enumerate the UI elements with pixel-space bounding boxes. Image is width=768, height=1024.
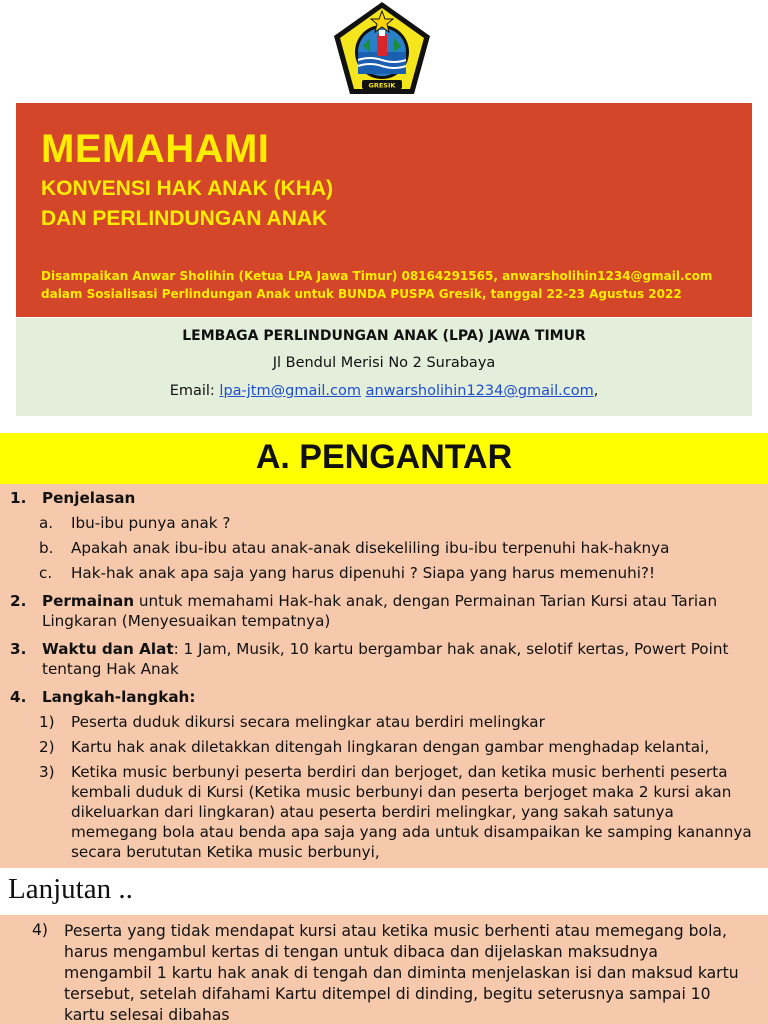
title-banner (16, 103, 752, 317)
sub-item-label: b. (39, 539, 54, 557)
organization-address: Jl Bendul Merisi No 2 Surabaya (272, 355, 496, 371)
presenter-line2: dalam Sosialisasi Perlindungan Anak untuk BUNDA PUSPA Gresik, tanggal 22-23 Agustus 2022 (41, 287, 682, 301)
sub-list-item (0, 538, 768, 558)
list-item (0, 687, 768, 707)
item-number: 4. (10, 688, 27, 706)
sub-item-label: 4) (32, 921, 49, 939)
list-item (0, 488, 768, 508)
section-title: A. PENGANTAR (255, 438, 513, 476)
sub-item-text: Peserta duduk dikursi secara melingkar atau berdiri melingkar (71, 713, 545, 731)
continuation-slide (0, 915, 768, 1024)
item-number: 3. (10, 640, 27, 658)
email-suffix: , (593, 383, 599, 399)
organization-email (16, 383, 752, 399)
pengantar-slide (0, 433, 768, 868)
item-number: 2. (10, 592, 27, 610)
item-heading: Langkah-langkah: (42, 688, 196, 706)
sub-item-text: Peserta yang tidak mendapat kursi atau ketika music berhenti atau memegang bola, harus mengambul kertas di tengan untuk dibaca dan dijelaskan maksudnya mengambil 1 kartu hak anak di tengah dan diminta menjelaskan isi dan maksud kartu tersebut, setelah difahami Kartu ditempel di dinding, begitu seterusnya sampai 10 kartu selesai dibahas (64, 922, 739, 1024)
continuation-heading: Lanjutan .. (8, 873, 133, 905)
slide-subtitle-line1: KONVENSI HAK ANAK (KHA) (41, 177, 334, 200)
email-link-anwar[interactable]: anwarsholihin1234@gmail.com (365, 383, 594, 399)
presenter-line1: Disampaikan Anwar Sholihin (Ketua LPA Jawa Timur) 08164291565, anwarsholihin1234@gmail.com (41, 269, 713, 283)
gresik-regency-emblem-icon (330, 0, 434, 100)
sub-item-label: 3) (39, 763, 55, 781)
section-title-bar (0, 433, 768, 484)
item-text: : 1 Jam, Musik, 10 kartu bergambar hak anak, selotif kertas, Powert Point tentang Hak Anak (42, 640, 729, 678)
sub-list-item (0, 712, 768, 732)
sub-item-label: a. (39, 514, 54, 532)
organization-info-box (16, 318, 752, 416)
slide-title: MEMAHAMI (41, 127, 270, 171)
item-heading: Penjelasan (42, 489, 136, 507)
email-link-lpa[interactable]: lpa-jtm@gmail.com (219, 383, 361, 399)
logo-caption: GRESIK (368, 81, 396, 90)
sub-list-item (0, 737, 768, 757)
sub-list-item (0, 762, 768, 862)
sub-item-text: Kartu hak anak diletakkan ditengah lingkaran dengan gambar menghadap kelantai, (71, 738, 710, 756)
slide-subtitle-line2: DAN PERLINDUNGAN ANAK (41, 207, 328, 230)
item-heading: Permainan (42, 592, 135, 610)
sub-item-text: Apakah anak ibu-ibu atau anak-anak disekeliling ibu-ibu terpenuhi hak-haknya (71, 539, 670, 557)
sub-item-label: 1) (39, 713, 55, 731)
title-slide (0, 0, 768, 426)
sub-item-label: 2) (39, 738, 55, 756)
list-item (0, 591, 768, 631)
organization-name: LEMBAGA PERLINDUNGAN ANAK (LPA) JAWA TIMUR (182, 328, 586, 344)
item-heading: Waktu dan Alat (42, 640, 174, 658)
sub-list-item (0, 563, 768, 583)
email-label: Email: (169, 383, 220, 399)
pengantar-content (0, 485, 768, 862)
item-text: untuk memahami Hak-hak anak, dengan Permainan Tarian Kursi atau Tarian Lingkaran (Menyesuaikan tempatnya) (42, 592, 718, 630)
sub-item-text: Ketika music berbunyi peserta berdiri dan berjoget, dan ketika music berhenti peserta kembali duduk di Kursi (Ketika music berbunyi dan peserta berjoget maka 2 kursi akan dikeluarkan dari lingkaran) atau peserta berdiri melingkar, yang sakah satunya memegang bola atau benda apa saja yang ada untuk disampaikan ke samping kanannya secara berututan Ketika music berbunyi, (71, 763, 752, 861)
item-number: 1. (10, 489, 27, 507)
sub-item-text: Hak-hak anak apa saja yang harus dipenuhi ? Siapa yang harus memenuhi?! (71, 564, 656, 582)
sub-item-label: c. (39, 564, 53, 582)
sub-list-item (0, 513, 768, 533)
list-item (0, 639, 768, 679)
sub-item-text: Ibu-ibu punya anak ? (71, 514, 231, 532)
